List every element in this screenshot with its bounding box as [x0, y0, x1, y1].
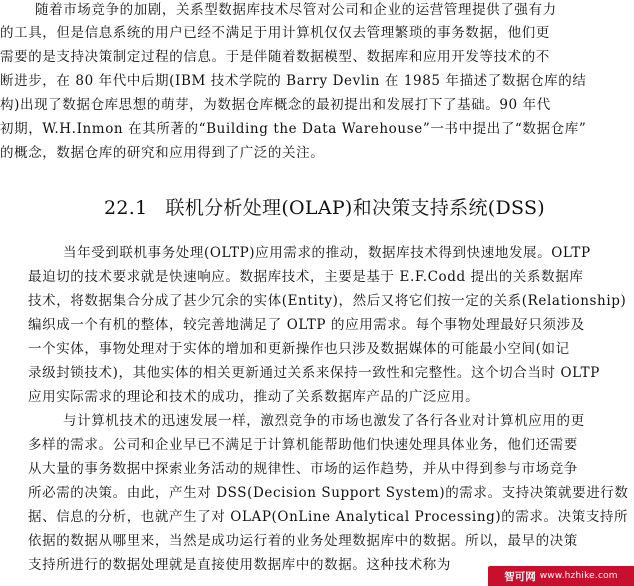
- site-watermark: [488, 566, 634, 586]
- watermark-url: www.hzhike.com: [539, 571, 618, 581]
- watermark-logo: 智可网: [504, 570, 536, 583]
- text-line: 需要的是支持决策制定过程的信息。于是伴随着数据模型、数据库和应用开发等技术的不: [0, 49, 550, 65]
- text-line: 编织成一个有机的整体，较完善地满足了 OLTP 的应用需求。每个事物处理最好只须涉及: [28, 317, 585, 333]
- text-line: 当年受到联机事务处理(OLTP)应用需求的推动，数据库技术得到快速地发展。OLTP: [63, 245, 591, 261]
- text-line: 从大量的事务数据中探索业务活动的规律性、市场的运作趋势，并从中得到参与市场竞争: [28, 461, 578, 477]
- text-line: 所必需的决策。由此，产生对 DSS(Decision Support System)的需求。支持决策就要进行数: [28, 485, 629, 501]
- text-line: 依据的数据从哪里来，当然是成功运行着的业务处理数据库中的数据。所以，最早的决策: [28, 533, 578, 549]
- text-line: 的概念，数据仓库的研究和应用得到了广泛的关注。: [0, 145, 325, 161]
- section-title: 联机分析处理(OLAP)和决策支持系统(DSS): [165, 197, 545, 219]
- text-line: 初期，W.H.Inmon 在其所著的“Building the Data Warehouse”一书中提出了“数据仓库”: [0, 121, 587, 137]
- text-line: 一个实体，事物处理对于实体的增加和更新操作也只涉及数据媒体的可能最小空间(如记: [28, 341, 570, 357]
- text-line: 支持所进行的数据处理就是直接使用数据库中的数据。这种技术称为: [28, 557, 451, 573]
- text-line: 录级封锁技术)，其他实体的相关更新通过关系来保持一致性和完整性。这个切合当时 OLTP: [28, 365, 600, 381]
- text-line: 据、信息的分析，也就产生了对 OLAP(OnLine Analytical Processing)的需求。决策支持所: [28, 509, 629, 525]
- text-line: 随着市场竞争的加剧，关系型数据库技术尽管对公司和企业的运营管理提供了强有力: [35, 2, 557, 18]
- text-line: 多样的需求。公司和企业早已不满足于计算机能帮助他们快速处理具体业务，他们还需要: [28, 437, 578, 453]
- text-line: 与计算机技术的迅速发展一样，激烈竞争的市场也激发了各行各业对计算机应用的更: [63, 413, 585, 429]
- text-line: 构)出现了数据仓库思想的萌芽，为数据仓库概念的最初提出和发展打下了基础。90 年代: [0, 97, 551, 113]
- section-heading: [104, 196, 545, 220]
- text-line: 断进步，在 80 年代中后期(IBM 技术学院的 Barry Devlin 在 1985 年描述了数据仓库的结: [0, 73, 587, 89]
- section-number: 22.1: [104, 197, 148, 219]
- text-line: 的工具，但是信息系统的用户已经不满足于用计算机仅仅去管理繁琐的事务数据，他们更: [0, 25, 550, 41]
- text-line: 技术，将数据集合分成了甚少冗余的实体(Entity)，然后又将它们按一定的关系(Relationship): [28, 293, 627, 309]
- text-line: 应用实际需求的理论和技术的成功，推动了关系数据库产品的广泛应用。: [28, 389, 480, 405]
- text-line: 最迫切的技术要求就是快速响应。数据库技术，主要是基于 E.F.Codd 提出的关系数据库: [28, 269, 584, 285]
